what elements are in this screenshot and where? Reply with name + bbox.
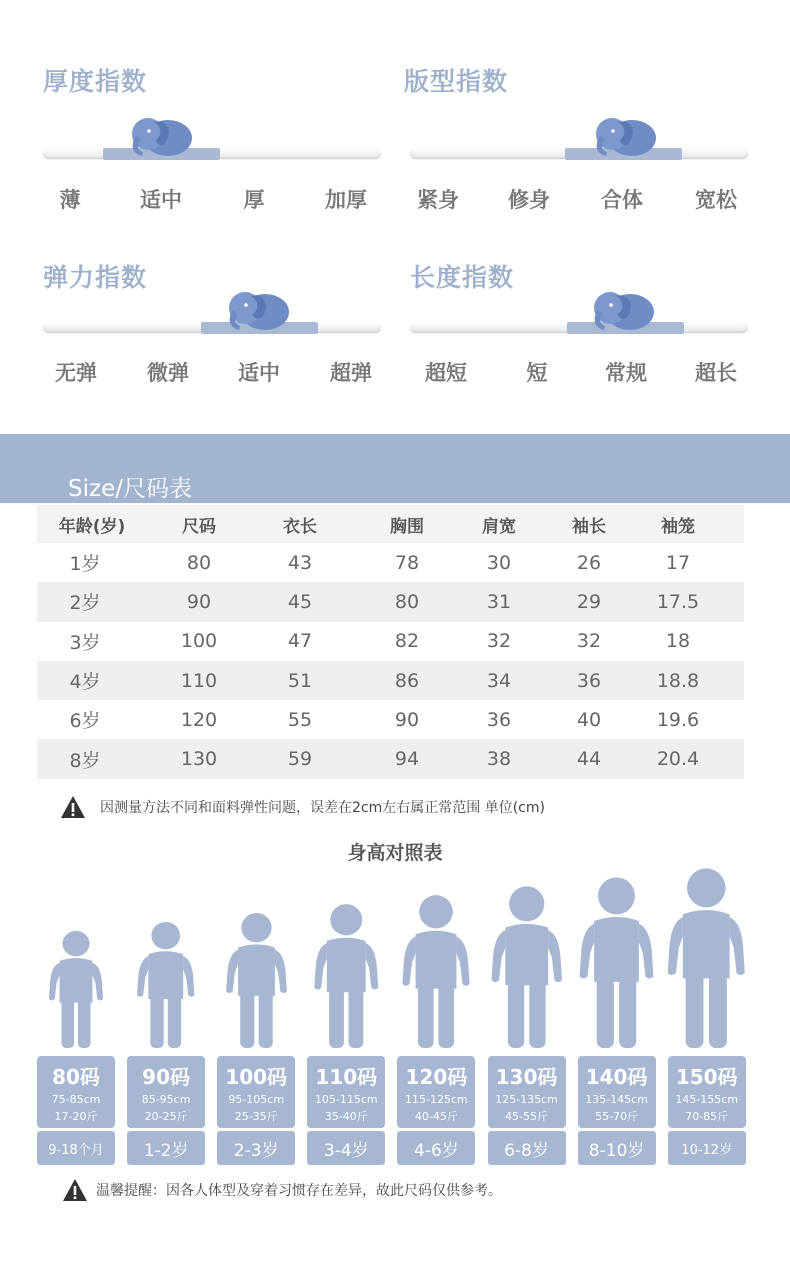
age-label: 9-18个月 bbox=[37, 1131, 115, 1165]
size-label: 140码 bbox=[585, 1065, 648, 1089]
table-cell: 80 bbox=[394, 590, 420, 613]
table-cell: 51 bbox=[287, 669, 313, 692]
warning-icon bbox=[60, 795, 86, 819]
table-row bbox=[37, 661, 744, 700]
column-header: 袖长 bbox=[572, 516, 606, 537]
index-option: 常规 bbox=[605, 361, 647, 385]
elephant-icon bbox=[592, 114, 658, 160]
index-option: 适中 bbox=[140, 188, 182, 212]
table-cell: 40 bbox=[576, 708, 602, 731]
index-options bbox=[410, 357, 748, 387]
table-cell: 130 bbox=[180, 748, 218, 771]
table-cell: 78 bbox=[394, 551, 420, 574]
weight-range: 20-25斤 bbox=[144, 1110, 188, 1123]
size-card bbox=[578, 1056, 656, 1128]
table-cell: 90 bbox=[186, 590, 212, 613]
table-cell: 3岁 bbox=[69, 631, 101, 654]
child-figure-icon bbox=[577, 876, 656, 1048]
index-option: 超弹 bbox=[330, 361, 372, 385]
weight-range: 17-20斤 bbox=[54, 1110, 98, 1123]
index-options bbox=[43, 357, 381, 387]
index-options bbox=[43, 184, 381, 214]
table-cell: 55 bbox=[287, 708, 313, 731]
index-option: 无弹 bbox=[55, 361, 97, 385]
table-cell: 34 bbox=[486, 669, 512, 692]
index-option: 超短 bbox=[425, 361, 467, 385]
table-cell: 30 bbox=[486, 551, 512, 574]
table-row bbox=[37, 700, 744, 739]
child-figure-icon bbox=[489, 885, 565, 1048]
table-cell: 8岁 bbox=[69, 749, 101, 772]
index-option: 宽松 bbox=[695, 188, 737, 212]
table-cell: 44 bbox=[576, 748, 602, 771]
height-range: 105-115cm bbox=[314, 1093, 378, 1106]
table-cell: 80 bbox=[186, 551, 212, 574]
weight-range: 25-35斤 bbox=[234, 1110, 278, 1123]
size-card bbox=[397, 1056, 475, 1128]
column-header: 肩宽 bbox=[482, 516, 516, 537]
child-figure-icon bbox=[665, 867, 748, 1048]
table-cell: 20.4 bbox=[656, 748, 700, 771]
weight-range: 55-70斤 bbox=[595, 1110, 639, 1123]
index-option: 短 bbox=[526, 361, 548, 385]
table-cell: 18 bbox=[665, 630, 691, 653]
index-options bbox=[410, 184, 748, 214]
index-option: 合体 bbox=[601, 188, 643, 212]
index-title: 长度指数 bbox=[410, 263, 515, 292]
height-range: 145-155cm bbox=[675, 1093, 739, 1106]
reminder-note bbox=[62, 1178, 502, 1202]
table-cell: 94 bbox=[394, 748, 420, 771]
elephant-icon bbox=[128, 114, 194, 160]
weight-range: 35-40斤 bbox=[324, 1110, 368, 1123]
column-header: 年龄(岁) bbox=[58, 516, 126, 537]
index-option: 微弹 bbox=[147, 361, 189, 385]
table-cell: 86 bbox=[394, 669, 420, 692]
size-card bbox=[488, 1056, 566, 1128]
size-label: 100码 bbox=[225, 1065, 288, 1089]
weight-range: 40-45斤 bbox=[414, 1110, 458, 1123]
age-label: 4-6岁 bbox=[397, 1131, 475, 1165]
height-chart-title: 身高对照表 bbox=[347, 842, 443, 864]
index-option: 薄 bbox=[59, 188, 81, 212]
table-cell: 36 bbox=[486, 708, 512, 731]
table-cell: 4岁 bbox=[69, 671, 101, 694]
table-cell: 38 bbox=[486, 748, 512, 771]
table-cell: 1岁 bbox=[69, 553, 101, 576]
table-cell: 18.8 bbox=[656, 669, 700, 692]
size-card bbox=[668, 1056, 746, 1128]
weight-range: 45-55斤 bbox=[505, 1110, 548, 1123]
table-row bbox=[37, 582, 744, 621]
table-cell: 26 bbox=[576, 551, 602, 574]
index-option: 加厚 bbox=[325, 188, 367, 212]
thickness-index bbox=[43, 62, 383, 222]
size-table bbox=[37, 505, 744, 779]
size-card bbox=[37, 1056, 115, 1128]
table-cell: 36 bbox=[576, 669, 602, 692]
fit-index bbox=[404, 62, 750, 222]
size-label: 90码 bbox=[142, 1065, 191, 1089]
height-range: 115-125cm bbox=[405, 1093, 468, 1106]
index-option: 适中 bbox=[238, 361, 280, 385]
table-row bbox=[37, 622, 744, 661]
table-cell: 59 bbox=[287, 748, 313, 771]
age-label: 2-3岁 bbox=[217, 1131, 295, 1165]
child-figure-icon bbox=[135, 921, 197, 1048]
size-label: 130码 bbox=[495, 1065, 558, 1089]
size-card bbox=[307, 1056, 385, 1128]
table-cell: 100 bbox=[180, 630, 218, 653]
index-option: 修身 bbox=[508, 188, 550, 212]
table-cell: 45 bbox=[287, 590, 313, 613]
size-card bbox=[127, 1056, 205, 1128]
height-range: 125-135cm bbox=[495, 1093, 558, 1106]
table-row bbox=[37, 543, 744, 582]
child-figure-icon bbox=[224, 912, 289, 1048]
size-label: 80码 bbox=[52, 1065, 100, 1089]
table-cell: 32 bbox=[576, 630, 602, 653]
table-cell: 47 bbox=[287, 630, 313, 653]
length-index bbox=[410, 234, 750, 394]
elephant-icon bbox=[225, 288, 291, 334]
table-cell: 90 bbox=[394, 708, 420, 731]
index-option: 超长 bbox=[695, 361, 737, 385]
index-title: 厚度指数 bbox=[43, 67, 148, 96]
table-row bbox=[37, 739, 744, 778]
height-range: 85-95cm bbox=[141, 1093, 191, 1106]
age-label: 3-4岁 bbox=[307, 1131, 385, 1165]
age-label: 8-10岁 bbox=[578, 1131, 656, 1165]
height-range: 135-145cm bbox=[585, 1093, 648, 1106]
table-cell: 6岁 bbox=[69, 710, 101, 733]
measurement-note-text: 因测量方法不同和面料弹性问题，误差在2cm左右属正常范围 单位(cm) bbox=[100, 800, 545, 816]
height-range: 95-105cm bbox=[228, 1093, 285, 1106]
size-label: 120码 bbox=[405, 1065, 468, 1089]
table-cell: 17 bbox=[665, 551, 691, 574]
column-header: 袖笼 bbox=[661, 516, 695, 537]
measurement-note bbox=[60, 795, 545, 819]
index-title: 弹力指数 bbox=[43, 263, 148, 292]
size-label: 150码 bbox=[675, 1065, 738, 1089]
index-option: 厚 bbox=[243, 188, 265, 212]
reminder-note-text: 温馨提醒：因各人体型及穿着习惯存在差异，故此尺码仅供参考。 bbox=[96, 1183, 502, 1199]
column-header: 尺码 bbox=[182, 516, 216, 537]
size-card bbox=[217, 1056, 295, 1128]
age-label: 1-2岁 bbox=[127, 1131, 205, 1165]
table-cell: 31 bbox=[486, 590, 512, 613]
elephant-icon bbox=[590, 288, 656, 334]
table-header-row bbox=[37, 505, 744, 543]
index-option: 紧身 bbox=[417, 188, 459, 212]
elasticity-index bbox=[43, 234, 383, 394]
age-label: 10-12岁 bbox=[668, 1131, 746, 1165]
table-cell: 32 bbox=[486, 630, 512, 653]
child-figure-icon bbox=[312, 903, 381, 1048]
table-cell: 43 bbox=[287, 551, 313, 574]
child-figure-icon bbox=[400, 894, 472, 1048]
table-cell: 17.5 bbox=[656, 590, 700, 613]
table-cell: 120 bbox=[180, 708, 218, 731]
height-range: 75-85cm bbox=[51, 1093, 101, 1106]
table-cell: 19.6 bbox=[656, 708, 700, 731]
table-cell: 2岁 bbox=[69, 592, 101, 615]
index-title: 版型指数 bbox=[404, 67, 509, 96]
size-label: 110码 bbox=[315, 1065, 378, 1089]
child-figure-icon bbox=[47, 930, 105, 1048]
column-header: 胸围 bbox=[390, 516, 424, 537]
table-cell: 110 bbox=[180, 669, 218, 692]
table-cell: 29 bbox=[576, 590, 602, 613]
weight-range: 70-85斤 bbox=[685, 1110, 729, 1123]
size-table-title: Size/尺码表 bbox=[68, 476, 192, 502]
age-label: 6-8岁 bbox=[488, 1131, 566, 1165]
column-header: 衣长 bbox=[283, 516, 317, 537]
table-cell: 82 bbox=[394, 630, 420, 653]
warning-icon bbox=[62, 1178, 88, 1202]
table-body bbox=[37, 543, 744, 779]
